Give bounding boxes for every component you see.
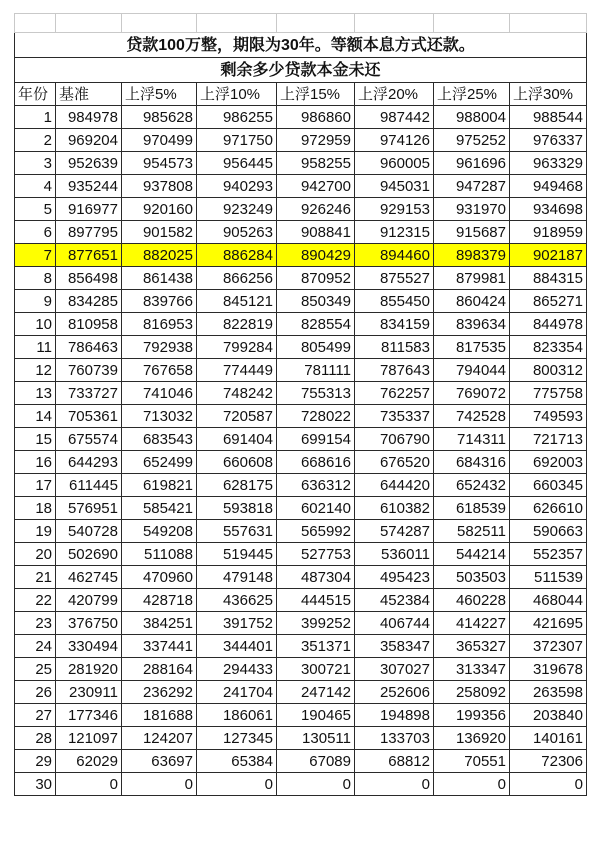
base-rate-cell[interactable]: 897795 [56,221,122,244]
plus-10-cell[interactable]: 436625 [197,589,277,612]
plus-15-cell[interactable]: 890429 [277,244,355,267]
year-cell[interactable]: 27 [15,704,56,727]
year-cell[interactable]: 21 [15,566,56,589]
plus-10-cell[interactable]: 660608 [197,451,277,474]
plus-20-cell[interactable]: 133703 [355,727,434,750]
plus-10-cell[interactable]: 822819 [197,313,277,336]
table-row [15,221,587,244]
table-row [15,106,587,129]
plus-15-cell[interactable]: 602140 [277,497,355,520]
plus-15-cell[interactable]: 728022 [277,405,355,428]
year-cell[interactable]: 5 [15,198,56,221]
plus-30-cell[interactable]: 884315 [510,267,587,290]
plus-10-cell[interactable]: 845121 [197,290,277,313]
table-row [15,704,587,727]
base-rate-cell[interactable]: 376750 [56,612,122,635]
plus-30-cell[interactable]: 963329 [510,152,587,175]
table-row [15,152,587,175]
plus-10-cell[interactable]: 479148 [197,566,277,589]
plus-25-cell[interactable]: 365327 [434,635,510,658]
plus-25-cell[interactable]: 898379 [434,244,510,267]
plus-15-cell[interactable]: 0 [277,773,355,796]
plus-15-cell[interactable]: 444515 [277,589,355,612]
plus-20-cell[interactable]: 68812 [355,750,434,773]
plus-20-cell[interactable]: 811583 [355,336,434,359]
plus-5-cell[interactable]: 470960 [122,566,197,589]
header-plus-30[interactable]: 上浮30% [510,83,587,106]
plus-5-cell[interactable]: 839766 [122,290,197,313]
plus-5-cell[interactable]: 337441 [122,635,197,658]
plus-10-cell[interactable]: 344401 [197,635,277,658]
base-rate-cell[interactable]: 281920 [56,658,122,681]
plus-30-cell[interactable]: 988544 [510,106,587,129]
plus-30-cell[interactable]: 749593 [510,405,587,428]
plus-10-cell[interactable]: 127345 [197,727,277,750]
plus-25-cell[interactable]: 988004 [434,106,510,129]
header-plus-5[interactable]: 上浮5% [122,83,197,106]
year-cell[interactable]: 18 [15,497,56,520]
plus-5-cell[interactable]: 384251 [122,612,197,635]
plus-25-cell[interactable]: 839634 [434,313,510,336]
table-row [15,313,587,336]
plus-25-cell[interactable]: 582511 [434,520,510,543]
plus-10-cell[interactable]: 774449 [197,359,277,382]
header-base-rate[interactable]: 基准 [56,83,122,106]
plus-25-cell[interactable]: 714311 [434,428,510,451]
plus-15-cell[interactable]: 527753 [277,543,355,566]
year-cell[interactable]: 12 [15,359,56,382]
plus-20-cell[interactable]: 644420 [355,474,434,497]
plus-20-cell[interactable]: 787643 [355,359,434,382]
year-cell[interactable]: 24 [15,635,56,658]
empty-cell[interactable] [510,14,587,33]
header-row [15,83,587,106]
empty-cell[interactable] [277,14,355,33]
plus-20-cell[interactable]: 495423 [355,566,434,589]
plus-10-cell[interactable]: 971750 [197,129,277,152]
plus-30-cell[interactable]: 918959 [510,221,587,244]
table-row [15,773,587,796]
plus-10-cell[interactable]: 956445 [197,152,277,175]
plus-30-cell[interactable]: 800312 [510,359,587,382]
plus-5-cell[interactable]: 288164 [122,658,197,681]
plus-15-cell[interactable]: 668616 [277,451,355,474]
base-rate-cell[interactable]: 877651 [56,244,122,267]
plus-20-cell[interactable]: 762257 [355,382,434,405]
plus-30-cell[interactable]: 976337 [510,129,587,152]
base-rate-cell[interactable]: 810958 [56,313,122,336]
plus-30-cell[interactable]: 721713 [510,428,587,451]
year-cell[interactable]: 7 [15,244,56,267]
plus-5-cell[interactable]: 767658 [122,359,197,382]
plus-5-cell[interactable]: 954573 [122,152,197,175]
table-row [15,474,587,497]
plus-25-cell[interactable]: 258092 [434,681,510,704]
table-row [15,405,587,428]
table-row [15,198,587,221]
plus-5-cell[interactable]: 63697 [122,750,197,773]
base-rate-cell[interactable]: 760739 [56,359,122,382]
year-cell[interactable]: 26 [15,681,56,704]
base-rate-cell[interactable]: 462745 [56,566,122,589]
plus-15-cell[interactable]: 942700 [277,175,355,198]
plus-20-cell[interactable]: 406744 [355,612,434,635]
plus-5-cell[interactable]: 937808 [122,175,197,198]
plus-15-cell[interactable]: 972959 [277,129,355,152]
plus-20-cell[interactable]: 574287 [355,520,434,543]
plus-25-cell[interactable]: 860424 [434,290,510,313]
year-cell[interactable]: 17 [15,474,56,497]
table-row [15,267,587,290]
plus-25-cell[interactable]: 794044 [434,359,510,382]
plus-10-cell[interactable]: 519445 [197,543,277,566]
plus-15-cell[interactable]: 755313 [277,382,355,405]
plus-10-cell[interactable]: 241704 [197,681,277,704]
plus-20-cell[interactable]: 676520 [355,451,434,474]
year-cell[interactable]: 23 [15,612,56,635]
plus-5-cell[interactable]: 619821 [122,474,197,497]
plus-25-cell[interactable]: 947287 [434,175,510,198]
year-cell[interactable]: 3 [15,152,56,175]
plus-20-cell[interactable]: 735337 [355,405,434,428]
year-cell[interactable]: 4 [15,175,56,198]
plus-30-cell[interactable]: 0 [510,773,587,796]
plus-10-cell[interactable]: 886284 [197,244,277,267]
plus-15-cell[interactable]: 565992 [277,520,355,543]
table-subtitle[interactable]: 剩余多少贷款本金未还 [15,58,587,83]
header-plus-15[interactable]: 上浮15% [277,83,355,106]
plus-25-cell[interactable]: 136920 [434,727,510,750]
plus-25-cell[interactable]: 684316 [434,451,510,474]
plus-25-cell[interactable]: 618539 [434,497,510,520]
plus-5-cell[interactable]: 741046 [122,382,197,405]
base-rate-cell[interactable]: 856498 [56,267,122,290]
table-row [15,336,587,359]
header-year[interactable]: 年份 [15,83,56,106]
plus-15-cell[interactable]: 190465 [277,704,355,727]
plus-10-cell[interactable]: 923249 [197,198,277,221]
plus-30-cell[interactable]: 511539 [510,566,587,589]
plus-30-cell[interactable]: 203840 [510,704,587,727]
plus-20-cell[interactable]: 855450 [355,290,434,313]
plus-5-cell[interactable]: 124207 [122,727,197,750]
plus-25-cell[interactable]: 769072 [434,382,510,405]
plus-5-cell[interactable]: 236292 [122,681,197,704]
plus-5-cell[interactable]: 920160 [122,198,197,221]
plus-30-cell[interactable]: 319678 [510,658,587,681]
base-rate-cell[interactable]: 705361 [56,405,122,428]
base-rate-cell[interactable]: 502690 [56,543,122,566]
plus-30-cell[interactable]: 140161 [510,727,587,750]
plus-10-cell[interactable]: 940293 [197,175,277,198]
plus-10-cell[interactable]: 65384 [197,750,277,773]
loan-balance-table [14,13,587,796]
plus-15-cell[interactable]: 67089 [277,750,355,773]
plus-30-cell[interactable]: 949468 [510,175,587,198]
plus-30-cell[interactable]: 844978 [510,313,587,336]
plus-10-cell[interactable]: 593818 [197,497,277,520]
table-row [15,382,587,405]
plus-20-cell[interactable]: 194898 [355,704,434,727]
table-title[interactable]: 贷款100万整，期限为30年。等额本息方式还款。 [15,33,587,58]
plus-10-cell[interactable]: 186061 [197,704,277,727]
plus-10-cell[interactable]: 986255 [197,106,277,129]
plus-30-cell[interactable]: 263598 [510,681,587,704]
base-rate-cell[interactable]: 540728 [56,520,122,543]
plus-30-cell[interactable]: 590663 [510,520,587,543]
plus-20-cell[interactable]: 834159 [355,313,434,336]
plus-10-cell[interactable]: 628175 [197,474,277,497]
plus-5-cell[interactable]: 652499 [122,451,197,474]
base-rate-cell[interactable]: 916977 [56,198,122,221]
plus-15-cell[interactable]: 636312 [277,474,355,497]
plus-25-cell[interactable]: 915687 [434,221,510,244]
plus-25-cell[interactable]: 414227 [434,612,510,635]
base-rate-cell[interactable]: 935244 [56,175,122,198]
plus-20-cell[interactable]: 536011 [355,543,434,566]
year-cell[interactable]: 29 [15,750,56,773]
plus-5-cell[interactable]: 792938 [122,336,197,359]
plus-30-cell[interactable]: 823354 [510,336,587,359]
plus-5-cell[interactable]: 428718 [122,589,197,612]
plus-30-cell[interactable]: 468044 [510,589,587,612]
empty-cell[interactable] [122,14,197,33]
plus-10-cell[interactable]: 0 [197,773,277,796]
table-row [15,451,587,474]
year-cell[interactable]: 6 [15,221,56,244]
table-row [15,589,587,612]
plus-25-cell[interactable]: 503503 [434,566,510,589]
header-plus-20[interactable]: 上浮20% [355,83,434,106]
year-cell[interactable]: 15 [15,428,56,451]
base-rate-cell[interactable]: 969204 [56,129,122,152]
year-cell[interactable]: 2 [15,129,56,152]
table-row [15,244,587,267]
plus-25-cell[interactable]: 742528 [434,405,510,428]
year-cell[interactable]: 20 [15,543,56,566]
plus-5-cell[interactable]: 816953 [122,313,197,336]
plus-15-cell[interactable]: 699154 [277,428,355,451]
base-rate-cell[interactable]: 121097 [56,727,122,750]
table-row [15,175,587,198]
plus-30-cell[interactable]: 421695 [510,612,587,635]
plus-5-cell[interactable]: 970499 [122,129,197,152]
plus-30-cell[interactable]: 775758 [510,382,587,405]
plus-20-cell[interactable]: 960005 [355,152,434,175]
plus-15-cell[interactable]: 958255 [277,152,355,175]
plus-15-cell[interactable]: 300721 [277,658,355,681]
plus-30-cell[interactable]: 372307 [510,635,587,658]
year-cell[interactable]: 13 [15,382,56,405]
empty-cell[interactable] [15,14,56,33]
header-plus-10[interactable]: 上浮10% [197,83,277,106]
table-row [15,635,587,658]
table-row [15,543,587,566]
table-row [15,681,587,704]
table-row [15,290,587,313]
plus-25-cell[interactable]: 879981 [434,267,510,290]
base-rate-cell[interactable]: 576951 [56,497,122,520]
table-row [15,428,587,451]
plus-20-cell[interactable]: 252606 [355,681,434,704]
plus-20-cell[interactable]: 894460 [355,244,434,267]
plus-10-cell[interactable]: 905263 [197,221,277,244]
plus-5-cell[interactable]: 0 [122,773,197,796]
plus-25-cell[interactable]: 544214 [434,543,510,566]
plus-5-cell[interactable]: 549208 [122,520,197,543]
base-rate-cell[interactable]: 230911 [56,681,122,704]
plus-25-cell[interactable]: 313347 [434,658,510,681]
base-rate-cell[interactable]: 984978 [56,106,122,129]
plus-25-cell[interactable]: 199356 [434,704,510,727]
base-rate-cell[interactable]: 62029 [56,750,122,773]
plus-10-cell[interactable]: 557631 [197,520,277,543]
year-cell[interactable]: 19 [15,520,56,543]
plus-15-cell[interactable]: 781111 [277,359,355,382]
plus-20-cell[interactable]: 358347 [355,635,434,658]
table-row [15,129,587,152]
plus-20-cell[interactable]: 0 [355,773,434,796]
plus-20-cell[interactable]: 610382 [355,497,434,520]
year-cell[interactable]: 8 [15,267,56,290]
plus-15-cell[interactable]: 247142 [277,681,355,704]
plus-15-cell[interactable]: 850349 [277,290,355,313]
plus-15-cell[interactable]: 870952 [277,267,355,290]
plus-5-cell[interactable]: 882025 [122,244,197,267]
base-rate-cell[interactable]: 952639 [56,152,122,175]
plus-20-cell[interactable]: 875527 [355,267,434,290]
year-cell[interactable]: 14 [15,405,56,428]
plus-10-cell[interactable]: 720587 [197,405,277,428]
base-rate-cell[interactable]: 177346 [56,704,122,727]
plus-5-cell[interactable]: 985628 [122,106,197,129]
plus-15-cell[interactable]: 805499 [277,336,355,359]
year-cell[interactable]: 11 [15,336,56,359]
empty-cell[interactable] [56,14,122,33]
base-rate-cell[interactable]: 733727 [56,382,122,405]
plus-25-cell[interactable]: 460228 [434,589,510,612]
plus-25-cell[interactable]: 70551 [434,750,510,773]
year-cell[interactable]: 10 [15,313,56,336]
table-row [15,750,587,773]
plus-10-cell[interactable]: 691404 [197,428,277,451]
plus-15-cell[interactable]: 351371 [277,635,355,658]
plus-5-cell[interactable]: 181688 [122,704,197,727]
plus-20-cell[interactable]: 929153 [355,198,434,221]
base-rate-cell[interactable]: 786463 [56,336,122,359]
table-row [15,359,587,382]
plus-25-cell[interactable]: 652432 [434,474,510,497]
plus-20-cell[interactable]: 987442 [355,106,434,129]
plus-30-cell[interactable]: 692003 [510,451,587,474]
year-cell[interactable]: 9 [15,290,56,313]
title-row-2 [15,58,587,83]
empty-cell[interactable] [434,14,510,33]
plus-15-cell[interactable]: 908841 [277,221,355,244]
table-row [15,612,587,635]
plus-15-cell[interactable]: 828554 [277,313,355,336]
plus-15-cell[interactable]: 399252 [277,612,355,635]
table-row [15,497,587,520]
base-rate-cell[interactable]: 611445 [56,474,122,497]
plus-5-cell[interactable]: 511088 [122,543,197,566]
empty-spreadsheet-row [15,14,587,33]
table-row [15,566,587,589]
plus-20-cell[interactable]: 307027 [355,658,434,681]
year-cell[interactable]: 30 [15,773,56,796]
header-plus-25[interactable]: 上浮25% [434,83,510,106]
table-row [15,520,587,543]
plus-30-cell[interactable]: 72306 [510,750,587,773]
plus-15-cell[interactable]: 926246 [277,198,355,221]
plus-25-cell[interactable]: 0 [434,773,510,796]
plus-15-cell[interactable]: 986860 [277,106,355,129]
empty-cell[interactable] [355,14,434,33]
plus-5-cell[interactable]: 585421 [122,497,197,520]
plus-5-cell[interactable]: 861438 [122,267,197,290]
plus-20-cell[interactable]: 945031 [355,175,434,198]
plus-30-cell[interactable]: 660345 [510,474,587,497]
base-rate-cell[interactable]: 644293 [56,451,122,474]
year-cell[interactable]: 25 [15,658,56,681]
plus-5-cell[interactable]: 901582 [122,221,197,244]
plus-30-cell[interactable]: 902187 [510,244,587,267]
base-rate-cell[interactable]: 330494 [56,635,122,658]
year-cell[interactable]: 28 [15,727,56,750]
table-row [15,727,587,750]
base-rate-cell[interactable]: 675574 [56,428,122,451]
plus-30-cell[interactable]: 934698 [510,198,587,221]
base-rate-cell[interactable]: 420799 [56,589,122,612]
plus-25-cell[interactable]: 961696 [434,152,510,175]
plus-30-cell[interactable]: 865271 [510,290,587,313]
plus-10-cell[interactable]: 799284 [197,336,277,359]
plus-25-cell[interactable]: 931970 [434,198,510,221]
year-cell[interactable]: 16 [15,451,56,474]
table-row [15,658,587,681]
plus-10-cell[interactable]: 391752 [197,612,277,635]
year-cell[interactable]: 1 [15,106,56,129]
plus-5-cell[interactable]: 713032 [122,405,197,428]
base-rate-cell[interactable]: 834285 [56,290,122,313]
plus-25-cell[interactable]: 817535 [434,336,510,359]
title-row-1 [15,33,587,58]
plus-20-cell[interactable]: 706790 [355,428,434,451]
plus-30-cell[interactable]: 626610 [510,497,587,520]
year-cell[interactable]: 22 [15,589,56,612]
plus-20-cell[interactable]: 912315 [355,221,434,244]
plus-5-cell[interactable]: 683543 [122,428,197,451]
plus-10-cell[interactable]: 866256 [197,267,277,290]
plus-10-cell[interactable]: 748242 [197,382,277,405]
plus-20-cell[interactable]: 974126 [355,129,434,152]
plus-20-cell[interactable]: 452384 [355,589,434,612]
empty-cell[interactable] [197,14,277,33]
base-rate-cell[interactable]: 0 [56,773,122,796]
plus-15-cell[interactable]: 130511 [277,727,355,750]
plus-25-cell[interactable]: 975252 [434,129,510,152]
plus-15-cell[interactable]: 487304 [277,566,355,589]
plus-10-cell[interactable]: 294433 [197,658,277,681]
plus-30-cell[interactable]: 552357 [510,543,587,566]
